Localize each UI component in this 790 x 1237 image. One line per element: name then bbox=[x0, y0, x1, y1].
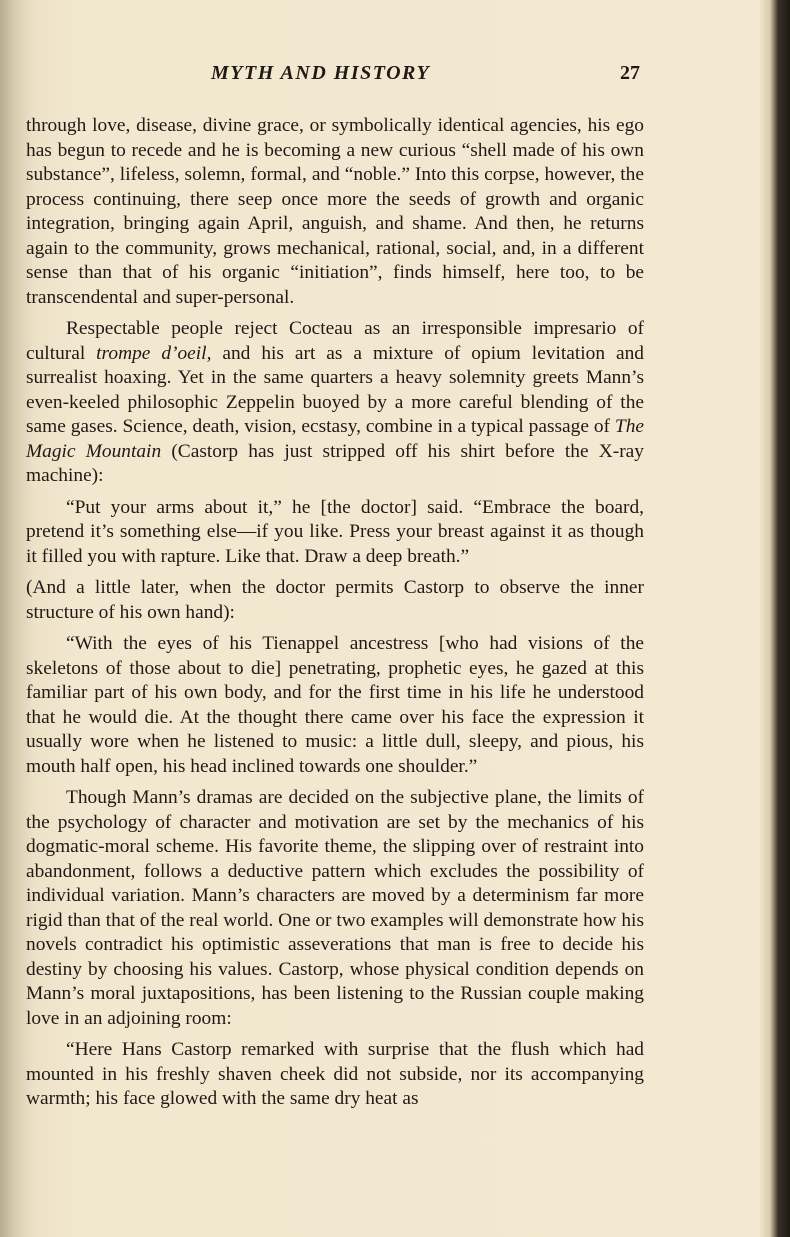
block-quote-2: “With the eyes of his Tienappel ancestress [who had visions of the skeletons of those about to die] penetrating, prophetic eyes, he gazed at this familiar part of his own body, and for the first time in his life he understood that he would die. At the thought there came over his face the expression it usually wore when he listened to music: a little dull, sleepy, and pious, his mouth half open, his head inclined towards one shoulder.” bbox=[26, 633, 644, 777]
block-quote-3: “Here Hans Castorp remarked with surprise that the flush which had mounted in his freshly shaven cheek did not subside, nor its accompanying warmth; his face glowed with the same dry heat as bbox=[26, 1039, 644, 1109]
paragraph-2-part-b: and his art as a mixture of opium levitation and surrealist hoaxing. Yet in the same quarters a heavy solemnity greets Mann’s even-keeled philosophic Zeppelin buoyed by a more careful blending of the same gases. Science, death, vision, ecstasy, combine in a typical passage of bbox=[26, 342, 644, 437]
page-number: 27 bbox=[620, 62, 640, 84]
paragraph-4: Though Mann’s dramas are decided on the subjective plane, the limits of the psychology of character and motivation are set by the mechanics of his dogmatic-moral scheme. His favorite theme, the slipping over of restraint into abandonment, follows a deductive pattern which excludes the possibility of individual variation. Mann’s characters are moved by a determinism far more rigid than that of the real world. One or two examples will demonstrate how his novels contradict his optimistic asseverations that man is free to decide his destiny by choosing his values. Castorp, whose physical condition depends on Mann’s moral juxtapositions, has been listening to the Russian couple making love in an adjoining room: bbox=[26, 787, 644, 1029]
paragraph-2-part-a: Respectable people reject Cocteau as an irresponsible impresario of cultural bbox=[26, 318, 644, 364]
running-header bbox=[0, 62, 790, 92]
paragraph-2-emphasis-1: trompe d’oeil, bbox=[96, 342, 212, 364]
paragraph-2-part-c: (Castorp has just stripped off his shirt before the X-ray machine): bbox=[26, 440, 644, 486]
running-title: MYTH AND HISTORY bbox=[211, 62, 431, 84]
paragraph-2-emphasis-2: The Magic Mountain bbox=[26, 416, 644, 462]
paragraph-2 bbox=[26, 317, 644, 489]
paragraph-1: through love, disease, divine grace, or symbolically identical agencies, his ego has begun to recede and he is becoming a new curious “shell made of his own substance”, lifeless, solemn, formal, and “noble.” Into this corpse, however, the process continuing, there seep once more the seeds of growth and organic integration, bringing again April, anguish, and shame. And then, he returns again to the community, grows mechanical, rational, social, and, in a different sense than that of his organic “initiation”, finds himself, here too, to be transcendental and super-personal. bbox=[26, 115, 644, 308]
block-quote-1: “Put your arms about it,” he [the doctor] said. “Embrace the board, pretend it’s something else—if you like. Press your breast against it as though it filled you with rapture. Like that. Draw a deep breath.” bbox=[26, 496, 644, 567]
body-text bbox=[26, 114, 644, 1112]
page-edge-shadow bbox=[760, 0, 790, 1237]
paragraph-3: (And a little later, when the doctor permits Castorp to observe the inner structure of his own hand): bbox=[26, 577, 644, 623]
